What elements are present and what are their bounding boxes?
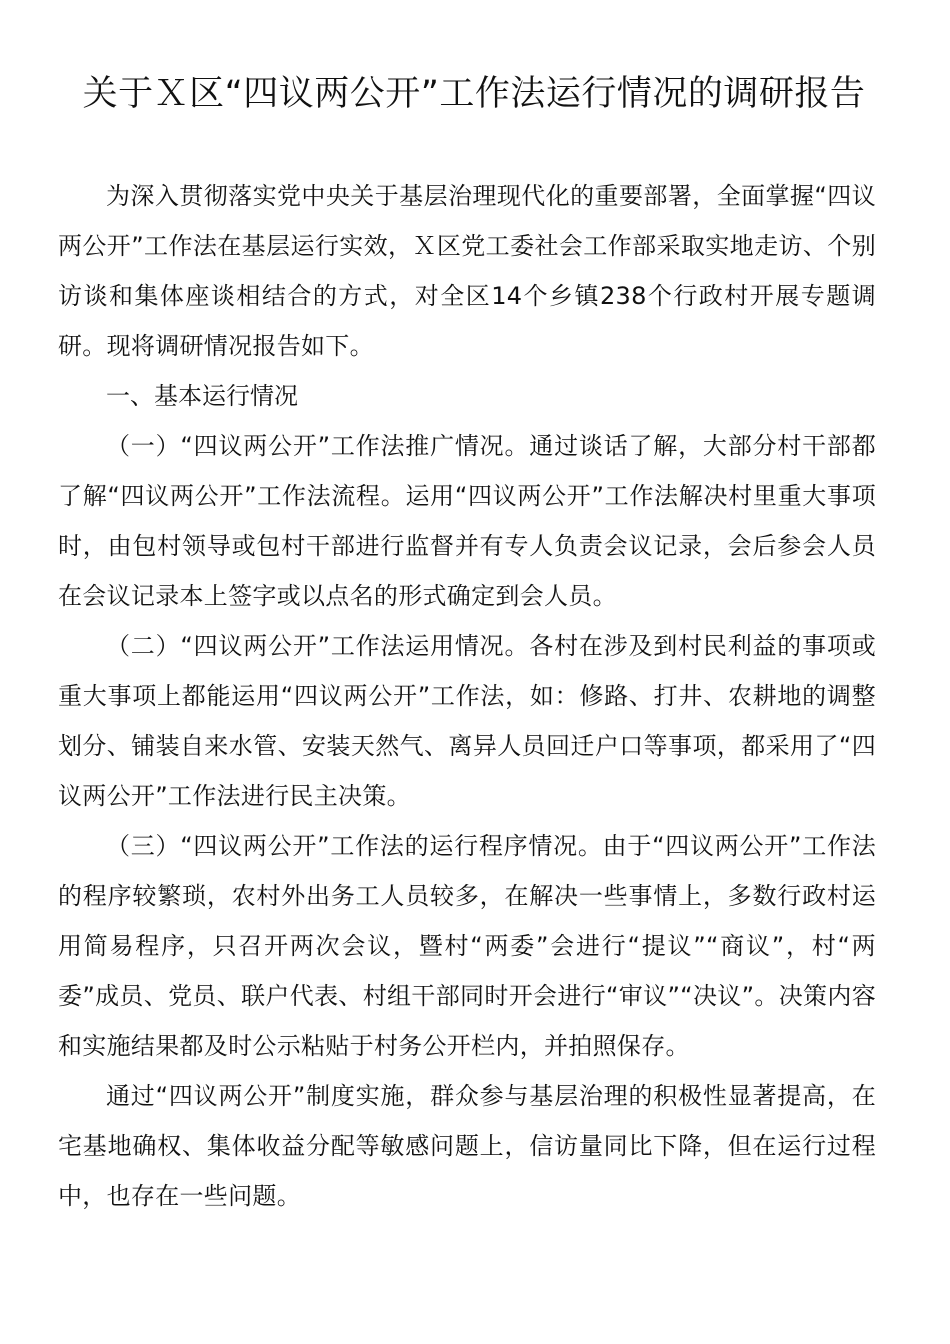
document-body (58, 171, 876, 1221)
section-heading-basic-operation: 一、基本运行情况 (106, 382, 298, 410)
document-title: 关于Ｘ区“四议两公开”工作法运行情况的调研报告 (82, 74, 866, 114)
paragraph-promotion: （一）“四议两公开”工作法推广情况。通过谈话了解，大部分村干部都了解“四议两公开”工作法流程。运用“四议两公开”工作法解决村里重大事项时，由包村领导或包村干部进行监督并有专人负责会议记录，会后参会人员在会议记录本上签字或以点名的形式确定到会人员。 (58, 432, 876, 610)
intro-paragraph: 为深入贯彻落实党中央关于基层治理现代化的重要部署，全面掌握“四议两公开”工作法在基层运行实效，Ｘ区党工委社会工作部采取实地走访、个别访谈和集体座谈相结合的方式，对全区14个乡镇238个行政村开展专题调研。现将调研情况报告如下。 (58, 182, 876, 360)
paragraph-procedure: （三）“四议两公开”工作法的运行程序情况。由于“四议两公开”工作法的程序较繁琐，农村外出务工人员较多，在解决一些事情上，多数行政村运用简易程序，只召开两次会议，暨村“两委”会进行“提议”“商议”，村“两委”成员、党员、联户代表、村组干部同时开会进行“审议”“决议”。决策内容和实施结果都及时公示粘贴于村务公开栏内，并拍照保存。 (58, 832, 876, 1060)
paragraph-summary: 通过“四议两公开”制度实施，群众参与基层治理的积极性显著提高，在宅基地确权、集体收益分配等敏感问题上，信访量同比下降，但在运行过程中，也存在一些问题。 (58, 1082, 876, 1210)
paragraph-application: （二）“四议两公开”工作法运用情况。各村在涉及到村民利益的事项或重大事项上都能运用“四议两公开”工作法，如：修路、打井、农耕地的调整划分、铺装自来水管、安装天然气、离异人员回迁户口等事项，都采用了“四议两公开”工作法进行民主决策。 (58, 632, 876, 810)
